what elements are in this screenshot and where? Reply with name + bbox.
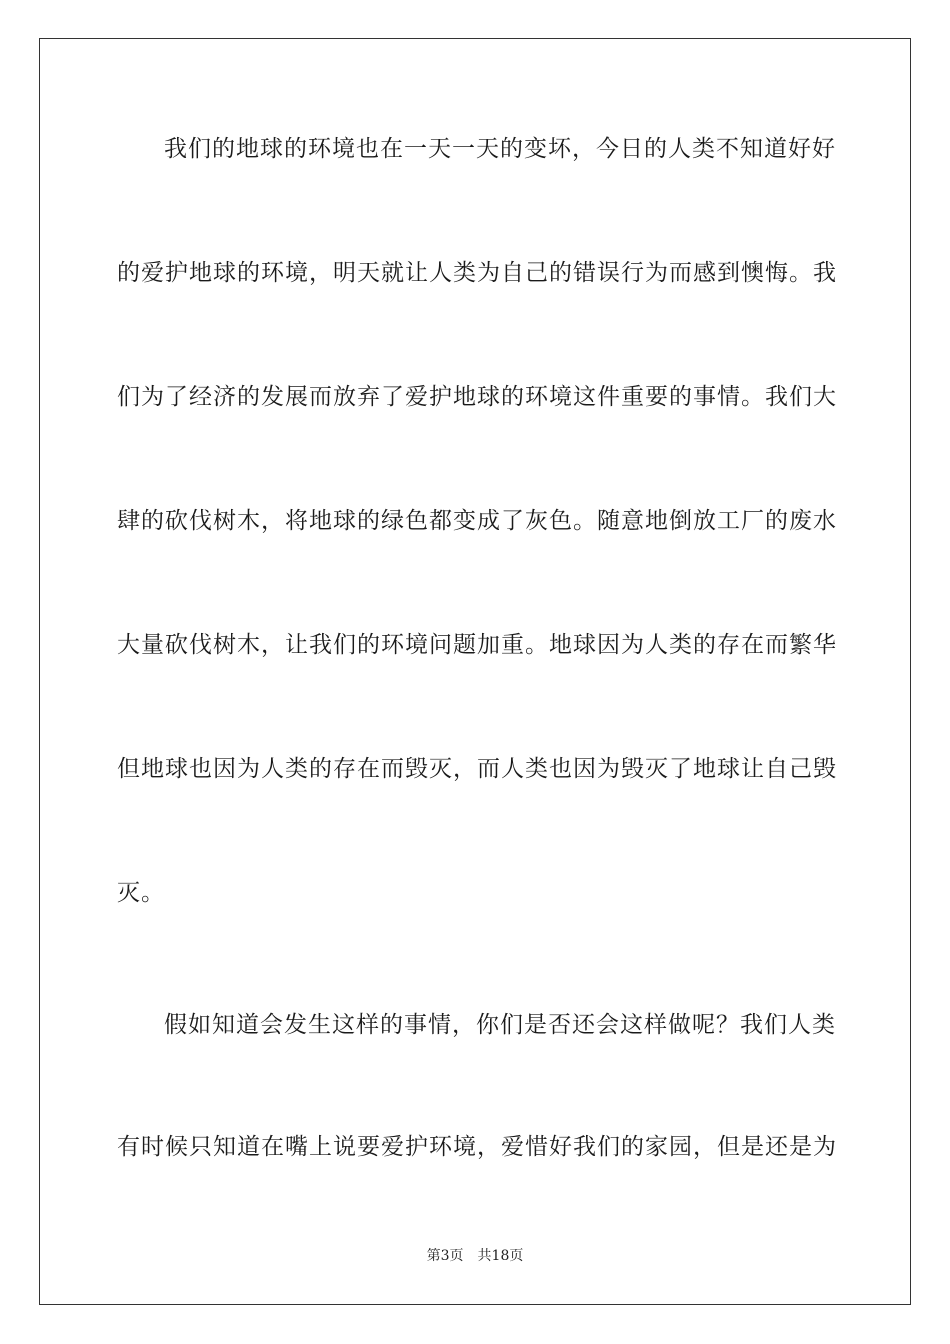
text-line: 假如知道会发生这样的事情，你们是否还会这样做呢？我们人类	[164, 1012, 836, 1038]
text-line: 灭。	[117, 880, 165, 906]
text-line: 有时候只知道在嘴上说要爱护环境，爱惜好我们的家园，但是还是为	[117, 1134, 837, 1160]
text-line: 们为了经济的发展而放弃了爱护地球的环境这件重要的事情。我们大	[117, 384, 837, 410]
page-border	[39, 38, 911, 1305]
page-number: 第3页	[426, 1248, 464, 1264]
text-line: 的爱护地球的环境，明天就让人类为自己的错误行为而感到懊悔。我	[117, 260, 837, 286]
text-line: 但地球也因为人类的存在而毁灭，而人类也因为毁灭了地球让自己毁	[117, 756, 837, 782]
text-line: 大量砍伐树木，让我们的环境问题加重。地球因为人类的存在而繁华	[117, 632, 837, 658]
text-line: 肆的砍伐树木，将地球的绿色都变成了灰色。随意地倒放工厂的废水	[117, 508, 837, 534]
page-total: 共18页	[477, 1248, 524, 1264]
page-footer	[0, 1246, 950, 1266]
text-line: 我们的地球的环境也在一天一天的变坏，今日的人类不知道好好	[164, 136, 836, 162]
